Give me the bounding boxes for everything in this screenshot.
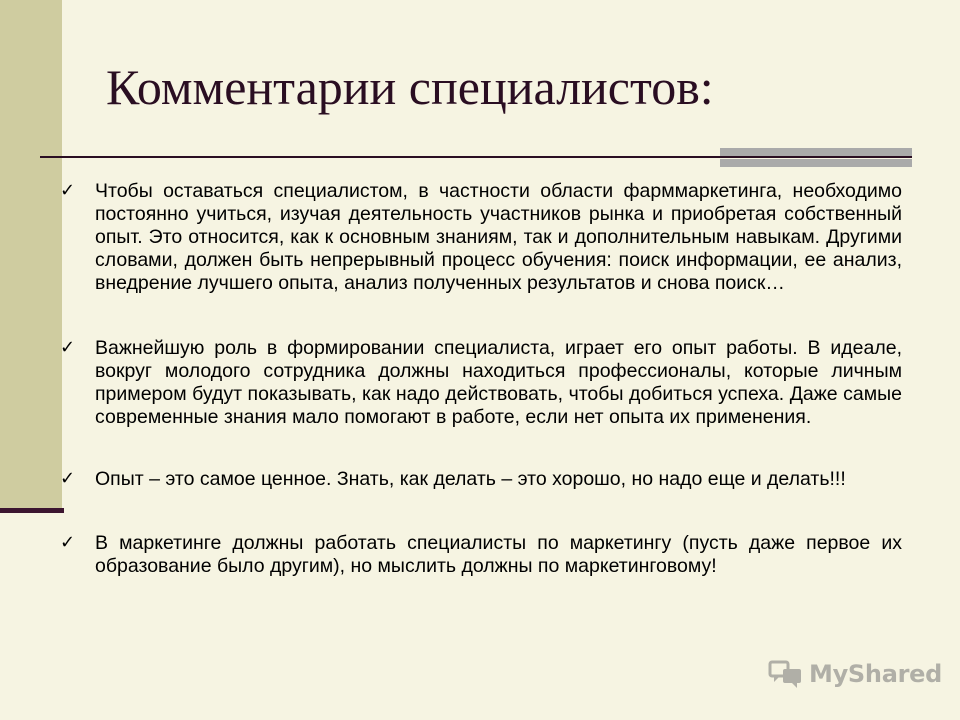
bullet-list [60, 180, 902, 578]
check-icon: ✓ [60, 337, 76, 358]
decorative-side-bar [0, 0, 62, 510]
decorative-side-bar-base [0, 508, 64, 513]
slide-title: Комментарии специалистов: [106, 59, 714, 115]
bullet-item [60, 468, 902, 491]
watermark-brand: MyShared [809, 660, 942, 688]
bullet-text: Чтобы оставаться специалистом, в частности области фарммаркетинга, необходимо постоянно учиться, изучая деятельность участников рынка и приобретая собственный опыт. Это относится, как к основным знаниям, так и дополнительным навыкам. Другими словами, должен быть непрерывный процесс обучения: поиск информации, ее анализ, внедрение лучшего опыта, анализ полученных результатов и снова поиск… [95, 180, 902, 294]
myshared-logo-icon [768, 658, 804, 690]
check-icon: ✓ [60, 468, 76, 489]
bullet-item [60, 532, 902, 578]
check-icon: ✓ [60, 532, 76, 553]
bullet-item [60, 337, 902, 429]
watermark [768, 657, 942, 691]
bullet-text: Важнейшую роль в формировании специалиста, играет его опыт работы. В идеале, вокруг молодого сотрудника должны находиться профессионалы, которые личным примером будут показывать, как надо действовать, чтобы добиться успеха. Даже самые современные знания мало помогают в работе, если нет опыта их применения. [95, 337, 902, 428]
bullet-item [60, 180, 902, 295]
bullet-text: Опыт – это самое ценное. Знать, как делать – это хорошо, но надо еще и делать!!! [95, 468, 846, 490]
check-icon: ✓ [60, 180, 76, 201]
bullet-text: В маркетинге должны работать специалисты по маркетингу (пусть даже первое их образование было другим), но мыслить должны по маркетинговому! [95, 532, 902, 577]
title-accent-bars [720, 148, 912, 167]
